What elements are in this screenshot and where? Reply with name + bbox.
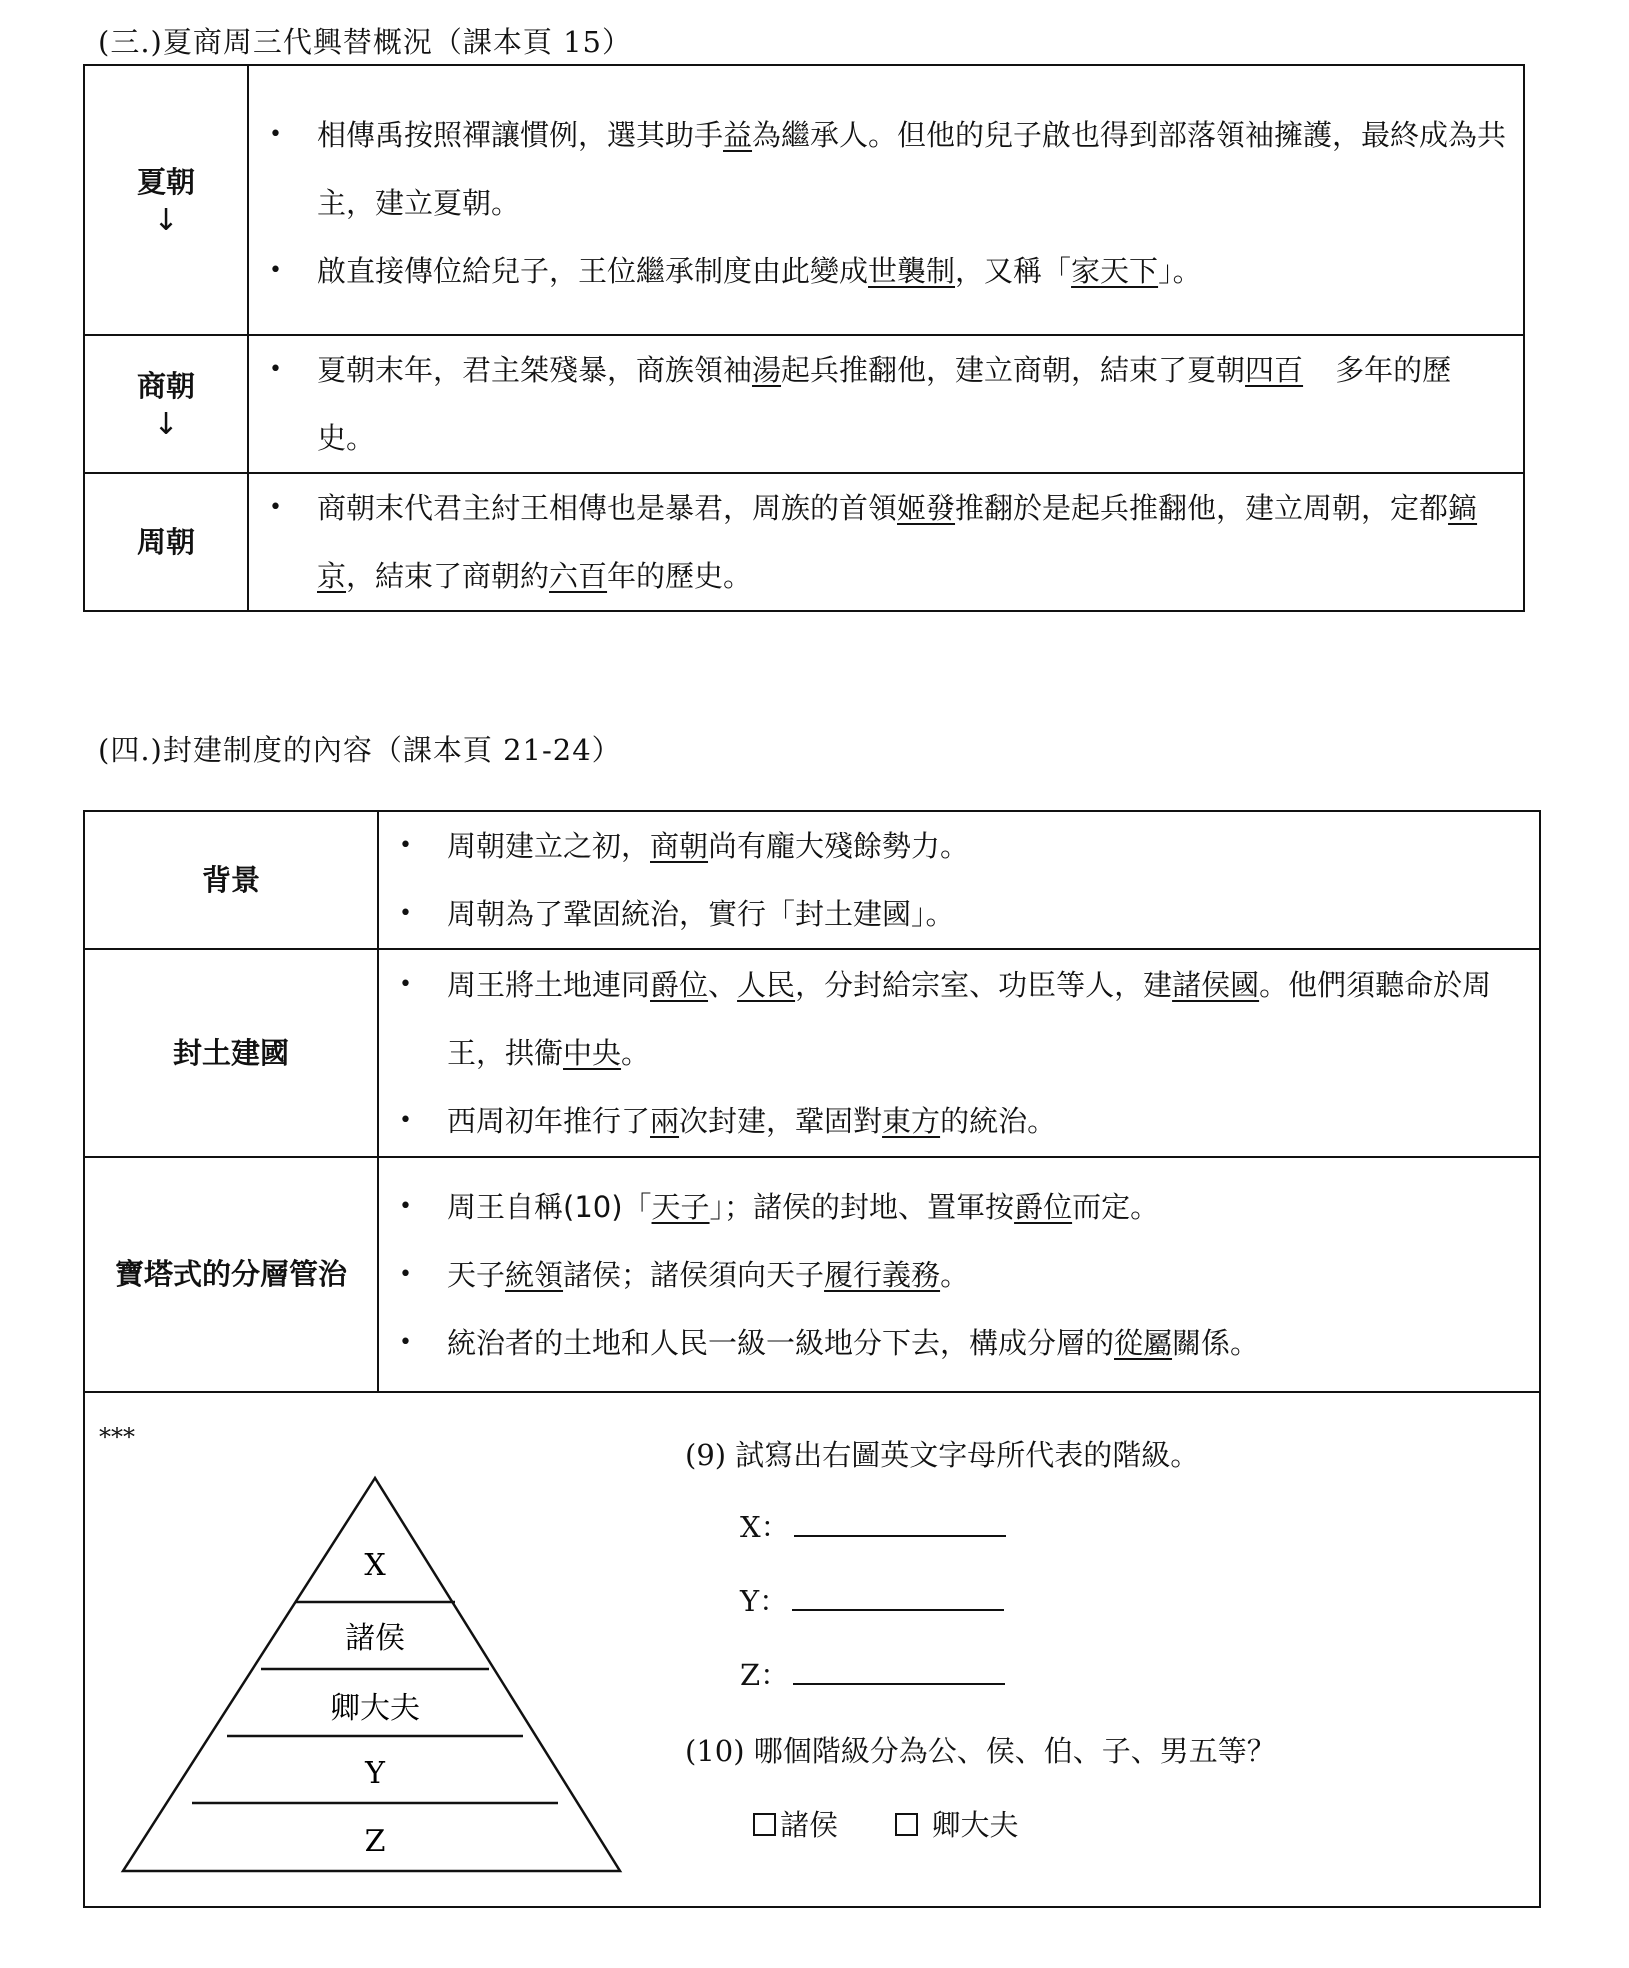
list-item [379,1241,1527,1309]
text-span: 尚有龐大殘餘勢力。 [708,829,970,863]
feudal-table [83,810,1541,1908]
text-span: 多年的歷史。 [317,353,1452,455]
dynasty-table [83,64,1525,612]
underlined-answer: 爵位 [1014,1189,1073,1224]
text-span: 周朝為了鞏固統治，實行「封土建國」。 [447,897,955,931]
text-span: ，分封給宗室、功臣等人，建 [795,968,1173,1002]
text-span: 次封建，鞏固對 [679,1104,883,1138]
pyramid-level-y: Y [365,1756,385,1791]
underlined-answer: 兩 [650,1104,680,1138]
text-span: 統治者的土地和人民一級一級地分下去，構成分層的 [447,1325,1115,1360]
pyramid-outline [123,1478,620,1871]
underlined-answer: 家天下 [1071,254,1159,288]
table-row [84,811,1540,949]
underlined-answer: 鎬京 [317,491,1478,593]
row-label: 夏朝 [136,164,195,199]
underlined-answer: 中央 [563,1036,622,1070]
underlined-answer: 統領 [505,1257,564,1292]
bullet-list [379,1173,1527,1377]
text-span: 」；諸侯的封地、置軍按 [709,1189,1015,1224]
checkbox-icon[interactable] [753,1813,776,1836]
row-content [248,473,1524,611]
option-qingdafu-label: 卿大夫 [931,1808,1019,1842]
underlined-answer: 益 [723,118,753,152]
row-content [378,1157,1540,1392]
row-label: 封土建國 [172,1035,289,1070]
answer-y-blank[interactable] [792,1579,1004,1611]
row-label: 商朝 [136,368,195,403]
text-span: 的統治。 [940,1104,1057,1138]
answer-x-label: X： [740,1510,790,1544]
text-span: 」。 [1158,254,1202,288]
underlined-answer: 人民 [737,968,796,1002]
row-head-zhou [84,473,248,611]
list-item [379,951,1527,1087]
underlined-answer: 從屬 [1114,1325,1173,1360]
text-span: 西周初年推行了 [447,1104,651,1138]
text-span: 。 [940,1257,970,1292]
list-item [249,474,1507,610]
stars-mark: *** [99,1423,135,1451]
answer-z-label: Z： [740,1658,790,1692]
row-content [248,65,1524,335]
text-span: 、 [708,968,738,1002]
option-zhuhou-label: 諸侯 [780,1808,839,1842]
text-span: 周王將土地連同 [447,968,651,1002]
row-head-pagoda [84,1157,378,1392]
down-arrow-icon: ↓ [153,203,179,239]
section3-title: (三.)夏商周三代興替概況（課本頁 15） [98,25,632,59]
text-span: ，又稱「 [955,254,1072,288]
row-label: 寶塔式的分層管治 [114,1257,347,1292]
option-qingdafu[interactable] [895,1808,1018,1842]
text-span: 周朝建立之初， [447,829,651,863]
text-span: 推翻於是起兵推翻他，建立周朝，定都 [955,491,1449,525]
text-span: ，結束了商朝約 [346,559,550,593]
text-span: 諸侯；諸侯須向天子 [563,1257,825,1292]
text-span: 天子 [447,1257,506,1292]
bullet-list [249,474,1507,610]
list-item [249,237,1507,305]
bullet-list [379,812,1527,948]
row-content [248,335,1524,473]
underlined-answer: 六百 [549,559,608,593]
down-arrow-icon: ↓ [153,407,179,443]
row-content [378,949,1540,1157]
row-head-background [84,811,378,949]
table-row [84,335,1524,473]
text-span: 夏朝末年，君主桀殘暴，商族領袖 [317,353,753,387]
row-head-shang [84,335,248,473]
checkbox-icon[interactable] [895,1813,918,1836]
list-item [379,880,1527,948]
text-span: 。他們須聽命於周王，拱衞 [447,968,1492,1070]
list-item [249,101,1507,237]
answer-z-blank[interactable] [793,1653,1005,1685]
table-row [84,65,1524,335]
underlined-answer: 東方 [882,1104,941,1138]
text-span: 起兵推翻他，建立商朝，結束了夏朝 [781,353,1246,387]
underlined-answer: 四百 [1245,353,1304,387]
pyramid-level-zhuhou: 諸侯 [345,1621,405,1656]
text-span: 而定。 [1072,1189,1160,1224]
underlined-answer: 姬發 [897,491,956,525]
table-row [84,949,1540,1157]
row-label: 周朝 [136,524,195,559]
underlined-answer: 湯 [752,353,782,387]
row-content [378,811,1540,949]
underlined-answer: 履行義務 [824,1257,941,1292]
answer-x-row [740,1505,1006,1546]
row-head-xia [84,65,248,335]
diagram-question-cell [84,1392,1540,1907]
question-10-options [753,1803,1018,1844]
table-row [84,1392,1540,1907]
list-item [379,812,1527,880]
underlined-answer: 諸侯國 [1172,968,1260,1002]
text-span: 商朝末代君主紂王相傳也是暴君，周族的首領 [317,491,898,525]
list-item [379,1173,1527,1241]
list-item [249,336,1507,472]
text-span: 。 [621,1036,651,1070]
table-row [84,473,1524,611]
bullet-list [379,951,1527,1155]
text-span: 年的歷史。 [607,559,753,593]
answer-y-label: Y： [740,1584,789,1618]
underlined-answer: 天子 [651,1189,710,1224]
pyramid-diagram [115,1473,635,1893]
pyramid-level-x: X [364,1548,386,1583]
list-item [379,1309,1527,1377]
text-span: 為繼承人。但他的兒子啟也得到部落領袖擁護，最終成為共主，建立夏朝。 [317,118,1507,220]
pyramid-level-qingdafu: 卿大夫 [330,1691,420,1726]
row-head-fengtu [84,949,378,1157]
section4-title: (四.)封建制度的內容（課本頁 21-24） [98,733,622,767]
bullet-list [249,101,1507,305]
question-10: (10) 哪個階級分為公、侯、伯、子、男五等？ [685,1734,1276,1768]
text-span: 周王自稱(10)「 [447,1189,652,1224]
text-span: 相傳禹按照禪讓慣例，選其助手 [317,118,724,152]
pyramid-level-z: Z [364,1824,386,1859]
row-label: 背景 [201,862,260,897]
text-span: 關係。 [1172,1325,1260,1360]
list-item [379,1087,1527,1155]
underlined-answer: 世襲制 [868,254,956,288]
table-row [84,1157,1540,1392]
text-span: 啟直接傳位給兒子，王位繼承制度由此變成 [317,254,869,288]
answer-z-row [740,1653,1005,1694]
answer-y-row [740,1579,1004,1620]
question-9: (9) 試寫出右圖英文字母所代表的階級。 [685,1438,1200,1472]
underlined-answer: 爵位 [650,968,709,1002]
answer-x-blank[interactable] [794,1505,1006,1537]
option-zhuhou[interactable] [753,1808,838,1842]
bullet-list [249,336,1507,472]
underlined-answer: 商朝 [650,829,709,863]
